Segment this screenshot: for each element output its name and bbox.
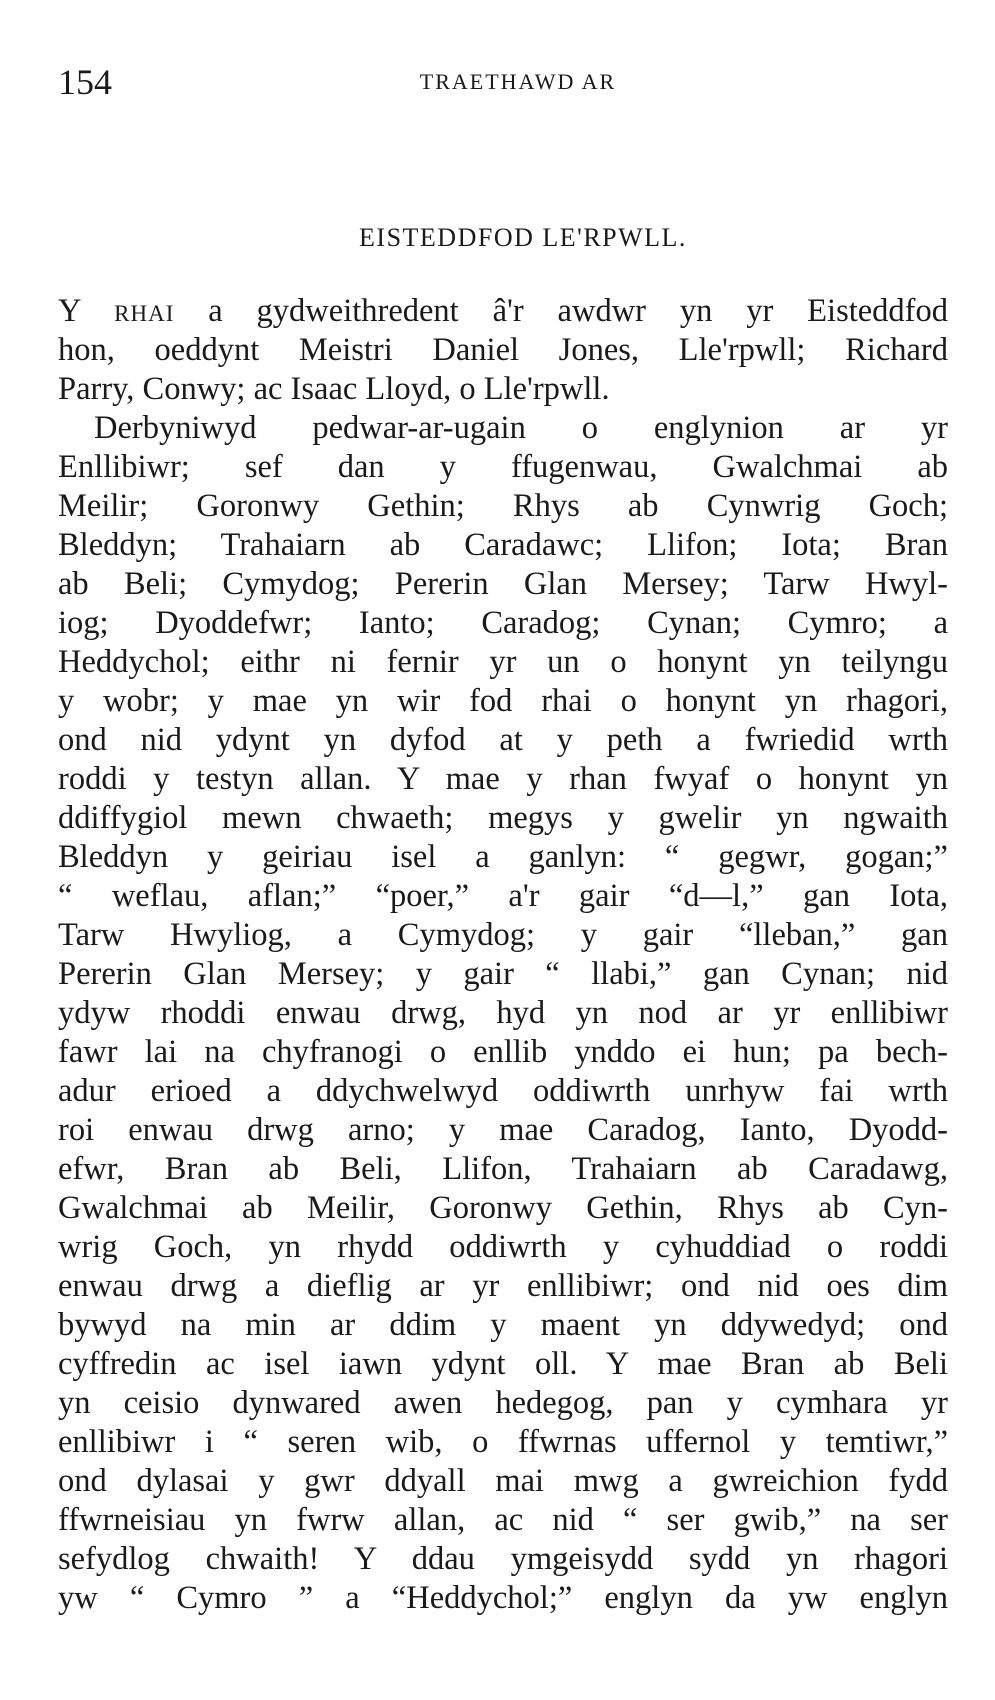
text-line: “ weflau, aflan;” “poer,” a'r gair “d—l,” gan Iota, xyxy=(58,878,948,914)
first-line-rest: a gydweithredent â'r awdwr yn yr Eisteddfod xyxy=(208,293,948,329)
text-line: roddi y testyn allan. Y mae y rhan fwyaf o honynt yn xyxy=(58,761,948,797)
text-line: ddiffygiol mewn chwaeth; megys y gwelir yn ngwaith xyxy=(58,800,948,836)
text-line: ab Beli; Cymydog; Pererin Glan Mersey; Tarw Hwyl- xyxy=(58,566,948,602)
text-line: sefydlog chwaith! Y ddau ymgeisydd sydd yn rhagori xyxy=(58,1541,948,1577)
text-line: hon, oeddynt Meistri Daniel Jones, Lle'rpwll; Richard xyxy=(58,332,948,368)
text-line: yn ceisio dynwared awen hedegog, pan y cymhara yr xyxy=(58,1385,948,1421)
text-line: y wobr; y mae yn wir fod rhai o honynt yn rhagori, xyxy=(58,683,948,719)
text-line: Tarw Hwyliog, a Cymydog; y gair “lleban,” gan xyxy=(58,917,948,953)
initial-word: Y xyxy=(58,293,81,329)
text-line: yw “ Cymro ” a “Heddychol;” englyn da yw englyn xyxy=(58,1580,948,1616)
text-line: Enllibiwr; sef dan y ffugenwau, Gwalchmai ab xyxy=(58,449,948,485)
text-line: ond dylasai y gwr ddyall mai mwg a gwreichion fydd xyxy=(58,1463,948,1499)
text-line: Derbyniwyd pedwar-ar-ugain o englynion ar yr xyxy=(94,410,948,446)
text-line: Parry, Conwy; ac Isaac Lloyd, o Lle'rpwll. xyxy=(58,371,610,407)
text-line: Bleddyn y geiriau isel a ganlyn: “ gegwr, gogan;” xyxy=(58,839,948,875)
text-line: Gwalchmai ab Meilir, Goronwy Gethin, Rhys ab Cyn- xyxy=(58,1190,948,1226)
text-line: enwau drwg a dieflig ar yr enllibiwr; ond nid oes dim xyxy=(58,1268,948,1304)
text-line: wrig Goch, yn rhydd oddiwrth y cyhuddiad o roddi xyxy=(58,1229,948,1265)
text-line xyxy=(58,292,948,331)
running-head xyxy=(58,62,948,102)
text-line: Heddychol; eithr ni fernir yr un o honynt yn teilyngu xyxy=(58,644,948,680)
body-text xyxy=(58,292,948,1618)
text-line: cyffredin ac isel iawn ydynt oll. Y mae Bran ab Beli xyxy=(58,1346,948,1382)
text-line: efwr, Bran ab Beli, Llifon, Trahaiarn ab Caradawg, xyxy=(58,1151,948,1187)
text-line: enllibiwr i “ seren wib, o ffwrnas uffernol y temtiwr,” xyxy=(58,1424,948,1460)
text-line: bywyd na min ar ddim y maent yn ddywedyd; ond xyxy=(58,1307,948,1343)
section-heading: EISTEDDFOD LE'RPWLL. xyxy=(359,223,687,252)
page-number: 154 xyxy=(58,62,112,102)
text-line: Meilir; Goronwy Gethin; Rhys ab Cynwrig Goch; xyxy=(58,488,948,524)
text-line: ffwrneisiau yn fwrw allan, ac nid “ ser gwib,” na ser xyxy=(58,1502,948,1538)
text-line: Bleddyn; Trahaiarn ab Caradawc; Llifon; Iota; Bran xyxy=(58,527,948,563)
text-line: ond nid ydynt yn dyfod at y peth a fwriedid wrth xyxy=(58,722,948,758)
text-line: iog; Dyoddefwr; Ianto; Caradog; Cynan; Cymro; a xyxy=(58,605,948,641)
text-line: Pererin Glan Mersey; y gair “ llabi,” gan Cynan; nid xyxy=(58,956,948,992)
text-line: adur erioed a ddychwelwyd oddiwrth unrhyw fai wrth xyxy=(58,1073,948,1109)
text-line: roi enwau drwg arno; y mae Caradog, Ianto, Dyodd- xyxy=(58,1112,948,1148)
small-caps-word: rhai xyxy=(114,293,175,329)
text-line: ydyw rhoddi enwau drwg, hyd yn nod ar yr enllibiwr xyxy=(58,995,948,1031)
running-title: TRAETHAWD AR xyxy=(419,69,617,94)
text-line: fawr lai na chyfranogi o enllib ynddo ei hun; pa bech- xyxy=(58,1034,948,1070)
